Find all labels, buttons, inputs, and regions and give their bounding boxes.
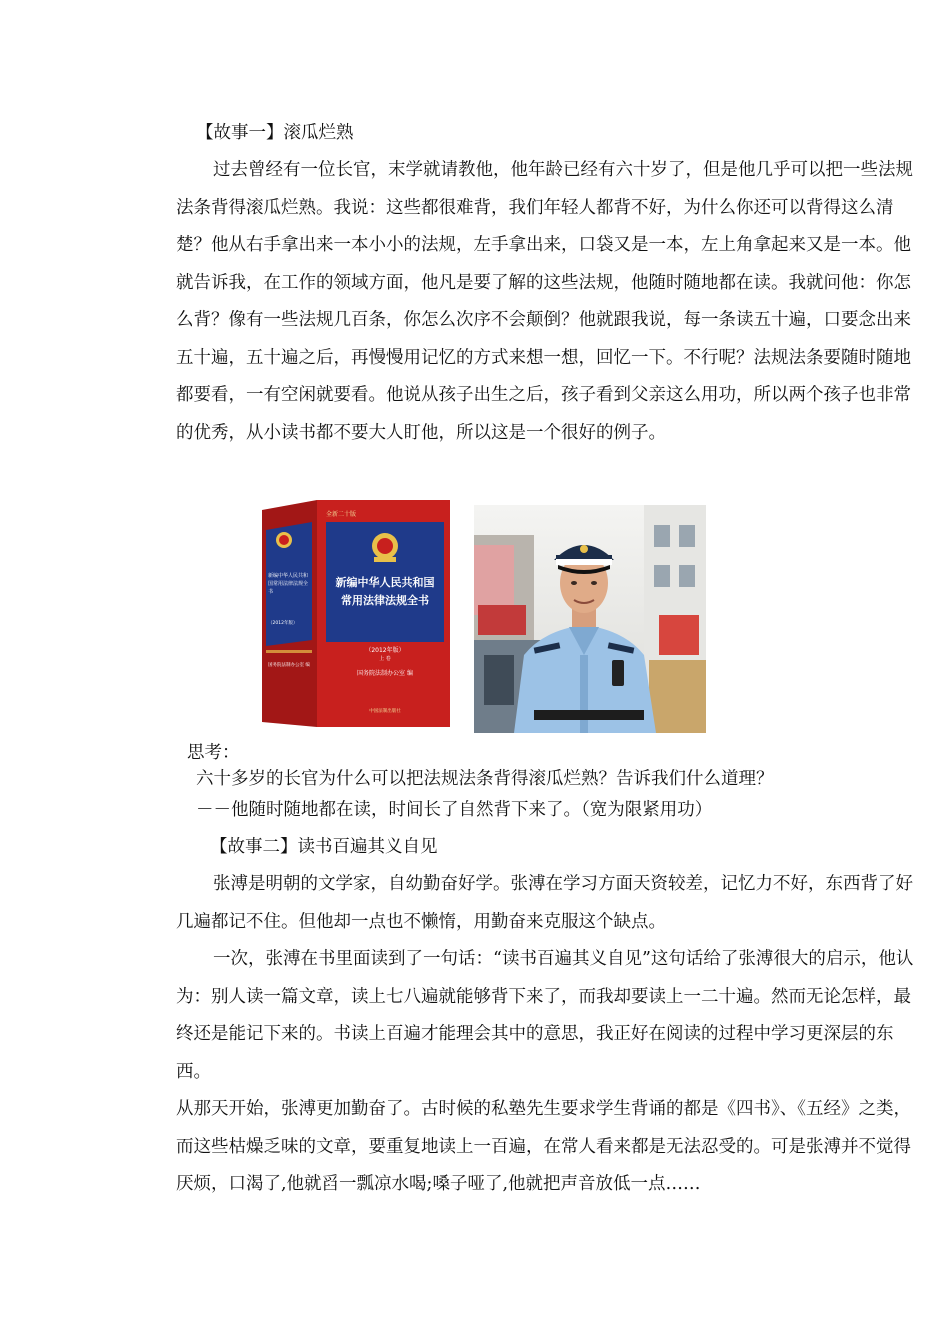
book-edition: （2012年版） <box>365 647 405 654</box>
book-editor: 国务院法制办公室 编 <box>357 670 413 677</box>
think-label: 思考： <box>187 743 240 763</box>
story2-paragraph-1: 张溥是明朝的文学家，自幼勤奋好学。张溥在学习方面天资较差，记忆力不好，东西背了好几遍都记不住。但他却一点也不懒惰，用勤奋来克服这个缺点。 <box>176 874 913 932</box>
book-volume: 上 卷 <box>379 656 391 662</box>
book-top-label: 全新二十版 <box>326 511 357 518</box>
think-answer: －－他随时随地都在读，时间长了自然背下来了。（宽为限紧用功） <box>196 800 713 820</box>
story2-paragraph-2: 一次，张溥在书里面读到了一句话：“读书百遍其义自见”这句话给了张溥很大的启示，他认为：别人读一篇文章，读上七八遍就能够背下来了，而我却要读上一二十遍。然而无论怎样，最终还是能记下来的。书读上百遍才能理会其中的意思，我正好在阅读的过程中学习更深层的东西。 <box>176 949 914 1082</box>
book-side-edition: （2012年版） <box>268 621 298 626</box>
story2-heading: 【故事二】读书百遍其义自见 <box>210 837 438 857</box>
book-title-line1: 新编中华人民共和国 <box>335 576 435 589</box>
law-book-image <box>262 500 450 727</box>
police-officer-photo <box>474 505 706 733</box>
story2-paragraph-3: 从那天开始，张溥更加勤奋了。古时候的私塾先生要求学生背诵的都是《四书》、《五经》之类，而这些枯燥乏味的文章，要重复地读上一百遍，在常人看来都是无法忍受的。可是张溥并不觉得厌烦，口渴了,他就舀一瓢凉水喝;嗓子哑了,他就把声音放低一点…… <box>176 1099 911 1194</box>
book-press: 中国法制出版社 <box>369 709 401 714</box>
book-title-line2: 常用法律法规全书 <box>341 594 429 607</box>
book-side-title: 新编中华人民共和国常用法律法规全书 <box>268 573 309 595</box>
story1-heading: 【故事一】滚瓜烂熟 <box>196 123 354 143</box>
think-question: 六十多岁的长官为什么可以把法规法条背得滚瓜烂熟？告诉我们什么道理？ <box>196 769 774 789</box>
story1-body: 过去曾经有一位长官，末学就请教他，他年龄已经有六十岁了，但是他几乎可以把一些法规法条背得滚瓜烂熟。我说：这些都很难背，我们年轻人都背不好，为什么你还可以背得这么清楚？他从右手拿出来一本小小的法规，左手拿出来，口袋又是一本，左上角拿起来又是一本。他就告诉我，在工作的领域方面，他凡是要了解的这些法规，他随时随地都在读。我就问他：你怎么背？像有一些法规几百条，你怎么次序不会颠倒？他就跟我说，每一条读五十遍，口要念出来五十遍，五十遍之后，再慢慢用记忆的方式来想一想，回忆一下。不行呢？法规法条要随时随地都要看，一有空闲就要看。他说从孩子出生之后，孩子看到父亲这么用功，所以两个孩子也非常的优秀，从小读书都不要大人盯他，所以这是一个很好的例子。 <box>176 160 913 443</box>
book-side-publisher: 国务院法制办公室 编 <box>268 663 310 668</box>
